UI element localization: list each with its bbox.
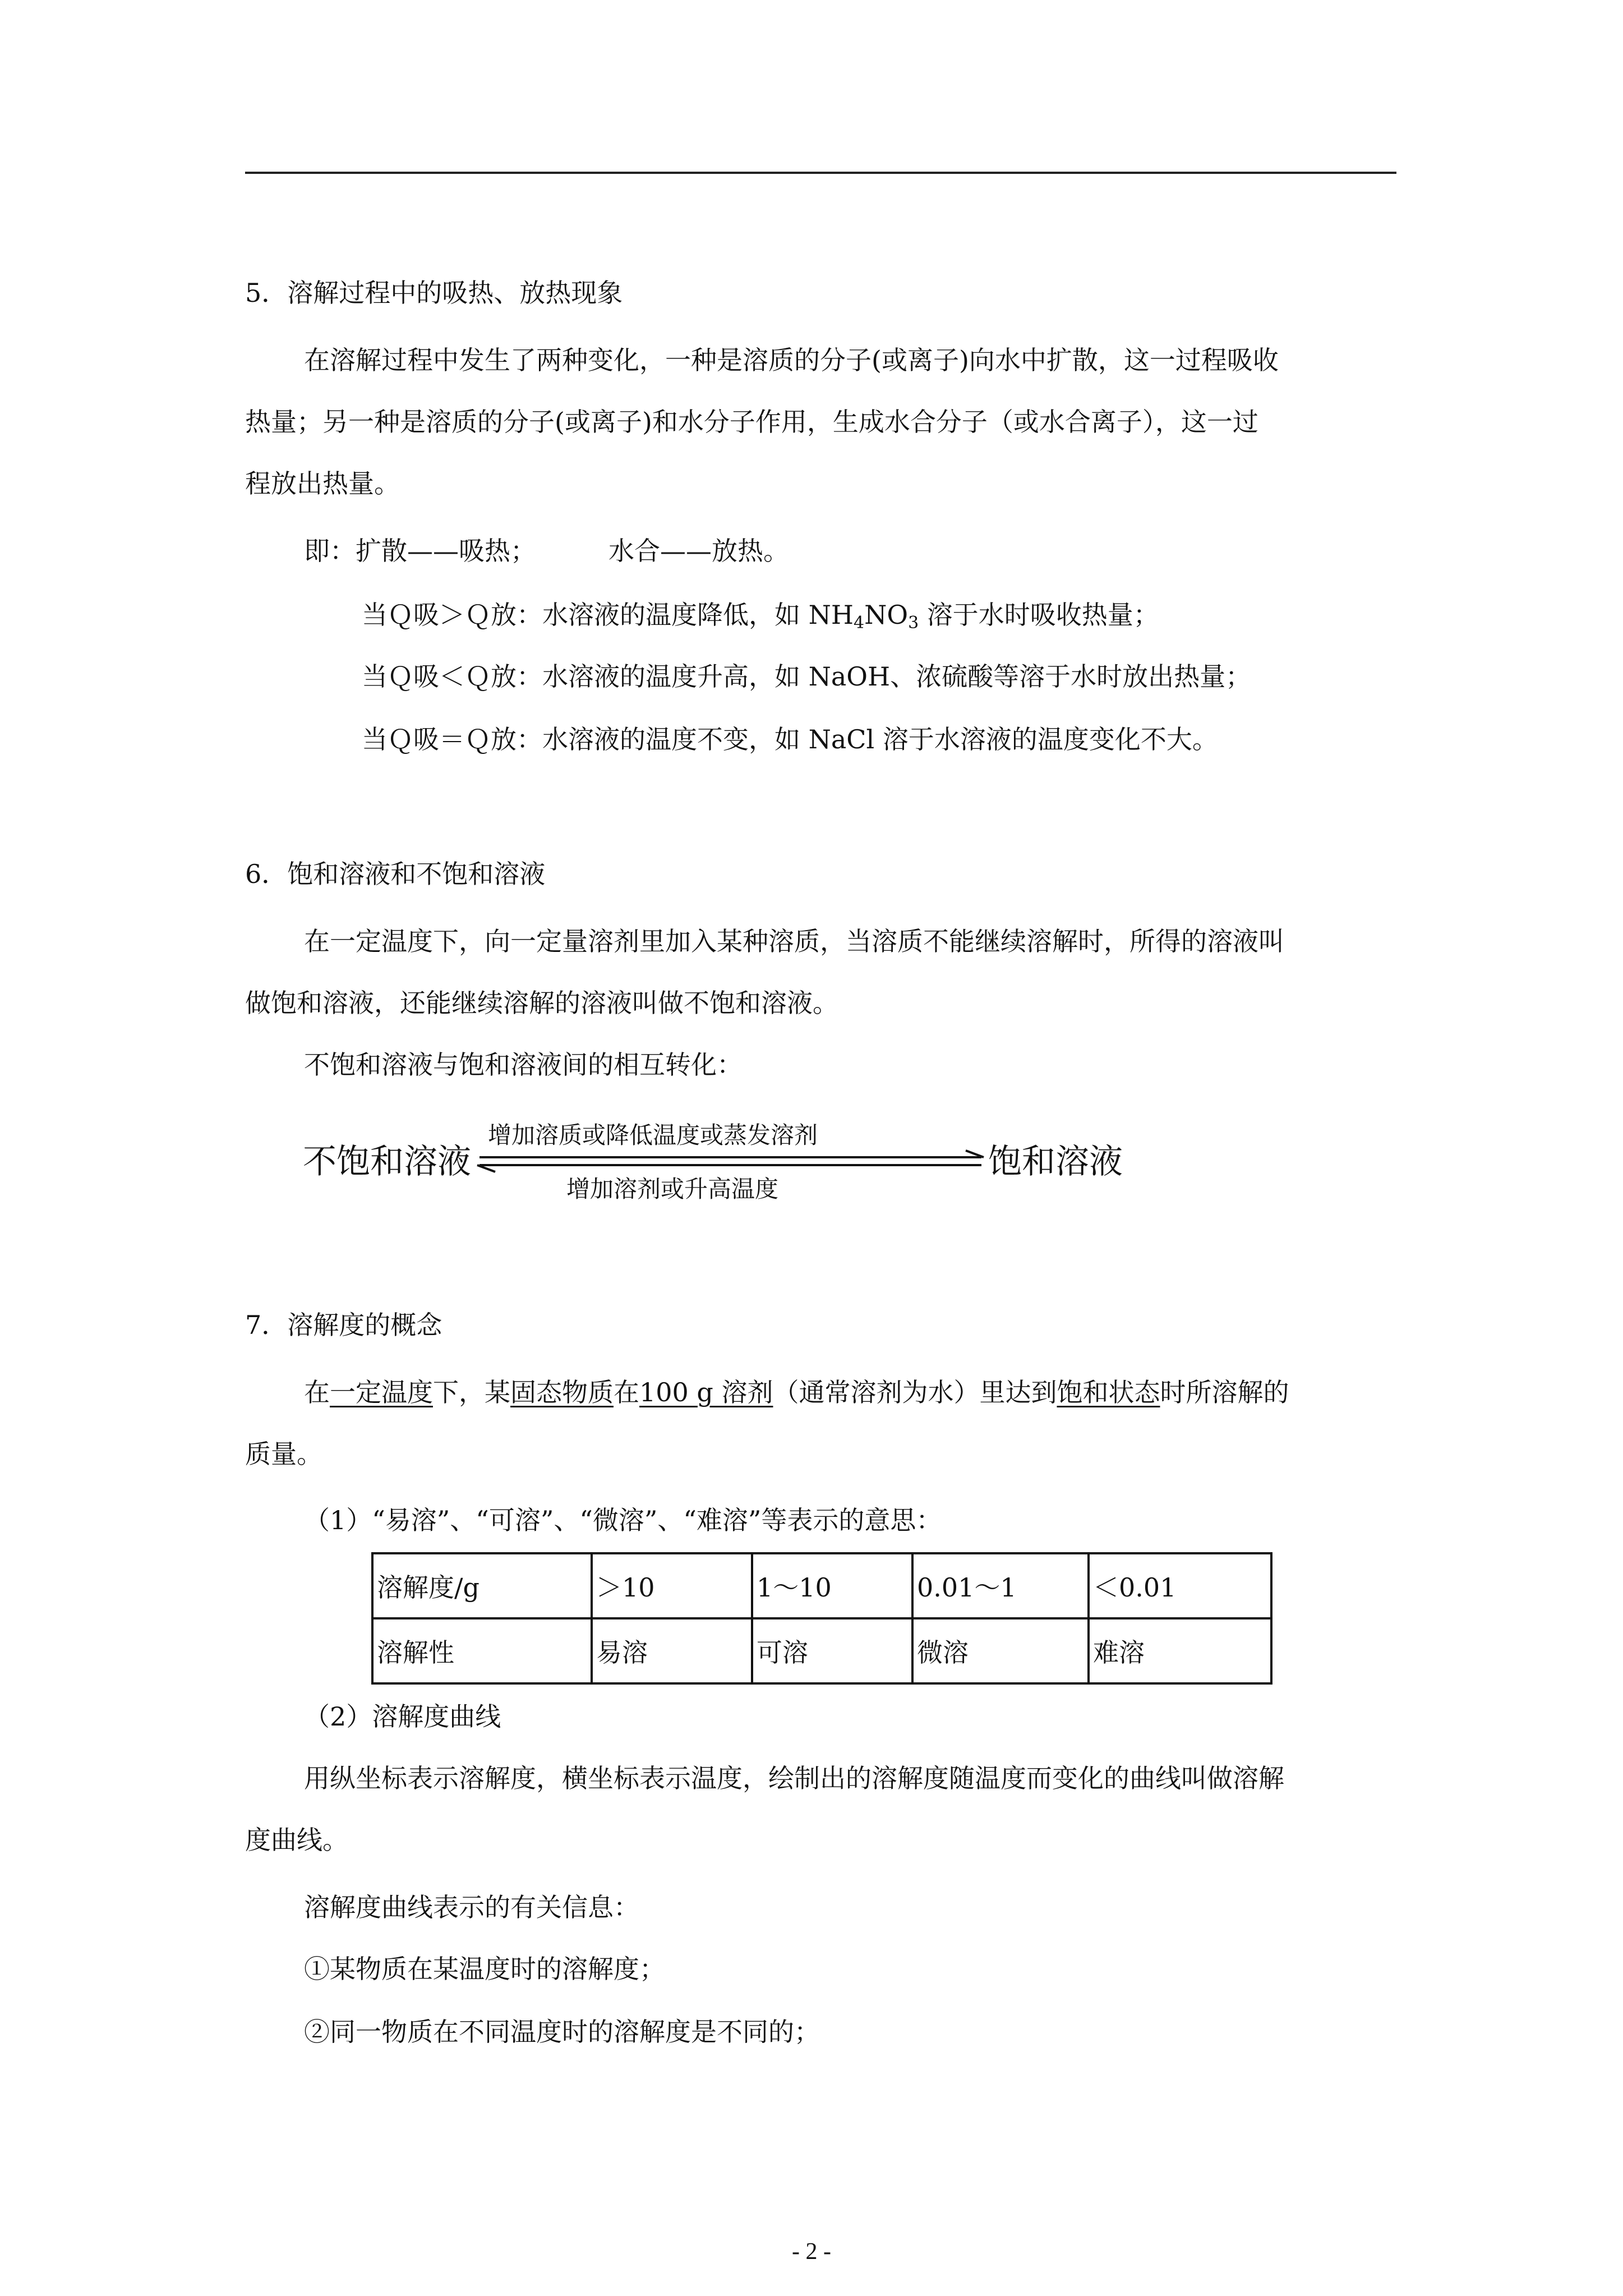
subsection-2-title: （2）溶解度曲线 <box>304 1701 501 1732</box>
s6-paragraph-line-1: 在一定温度下，向一定量溶剂里加入某种溶质，当溶质不能继续溶解时，所得的溶液叫 <box>304 926 1284 956</box>
table-cell: 易溶 <box>592 1618 752 1683</box>
table-cell: 难溶 <box>1089 1618 1271 1683</box>
page-number: - 2 - <box>792 2239 831 2265</box>
saturated-solution-label: 饱和溶液 <box>988 1142 1123 1181</box>
table-row <box>372 1553 1271 1618</box>
saturation-conversion-diagram <box>303 1114 1155 1203</box>
condition-line-2: 当Ｑ吸＜Ｑ放：水溶液的温度升高，如 NaOH、浓硫酸等溶于水时放出热量； <box>362 661 1252 692</box>
solubility-table <box>371 1552 1272 1685</box>
definition-continuation: 质量。 <box>245 1439 322 1469</box>
table-cell: 微溶 <box>912 1618 1089 1683</box>
forward-condition-label: 增加溶质或降低温度或蒸发溶剂 <box>488 1121 818 1149</box>
s5-paragraph-line-1: 在溶解过程中发生了两种变化，一种是溶质的分子(或离子)向水中扩散，这一过程吸收 <box>304 345 1279 375</box>
table-cell: 溶解度/g <box>372 1553 592 1618</box>
header-rule <box>245 172 1396 174</box>
underline-temperature: 一定温度 <box>330 1377 433 1407</box>
curve-info-title: 溶解度曲线表示的有关信息： <box>304 1892 639 1922</box>
unsaturated-solution-label: 不饱和溶液 <box>303 1142 471 1181</box>
subsection-1-title: （1）“易溶”、“可溶”、“微溶”、“难溶”等表示的意思： <box>304 1505 942 1535</box>
table-cell: ＞10 <box>592 1553 752 1618</box>
section-7-heading: 7．溶解度的概念 <box>245 1310 442 1340</box>
conversion-intro: 不饱和溶液与饱和溶液间的相互转化： <box>304 1050 743 1080</box>
table-cell: 0.01～1 <box>912 1553 1089 1618</box>
solubility-definition: 在一定温度下，某固态物质在100 g 溶剂（通常溶剂为水）里达到饱和状态时所溶解的 <box>304 1377 1289 1407</box>
table-row <box>372 1618 1271 1683</box>
table-cell: ＜0.01 <box>1089 1553 1271 1618</box>
underline-saturated: 饱和状态 <box>1057 1377 1160 1407</box>
underline-solvent: 100 g 溶剂 <box>639 1377 773 1407</box>
curve-definition-line-1: 用纵坐标表示溶解度，横坐标表示温度，绘制出的溶解度随温度而变化的曲线叫做溶解 <box>304 1763 1284 1793</box>
table-cell: 1～10 <box>752 1553 912 1618</box>
curve-definition-line-2: 度曲线。 <box>245 1825 348 1855</box>
condition-line-3: 当Ｑ吸＝Ｑ放：水溶液的温度不变，如 NaCl 溶于水溶液的温度变化不大。 <box>362 724 1218 754</box>
table-cell: 可溶 <box>752 1618 912 1683</box>
curve-info-item-1: ①某物质在某温度时的溶解度； <box>304 1954 665 1984</box>
section-6-heading: 6．饱和溶液和不饱和溶液 <box>245 859 546 889</box>
table-cell: 溶解性 <box>372 1618 592 1683</box>
hydration-note: 水合——放热。 <box>608 536 789 566</box>
curve-info-item-2: ②同一物质在不同温度时的溶解度是不同的； <box>304 2017 820 2047</box>
s6-paragraph-line-2: 做饱和溶液，还能继续溶解的溶液叫做不饱和溶液。 <box>245 988 838 1018</box>
diffusion-note: 即：扩散——吸热； <box>304 536 536 566</box>
condition-line-1: 当Ｑ吸＞Ｑ放：水溶液的温度降低，如 $NH_4NO_3$ 溶于水时吸收热量； <box>362 600 1159 633</box>
s5-paragraph-line-3: 程放出热量。 <box>245 468 400 499</box>
underline-solid: 固态物质 <box>510 1377 614 1407</box>
reverse-condition-label: 增加溶剂或升高温度 <box>566 1175 779 1203</box>
section-5-heading: 5．溶解过程中的吸热、放热现象 <box>245 278 623 308</box>
s5-paragraph-line-2: 热量；另一种是溶质的分子(或离子)和水分子作用，生成水合分子（或水合离子），这一过 <box>245 407 1258 437</box>
